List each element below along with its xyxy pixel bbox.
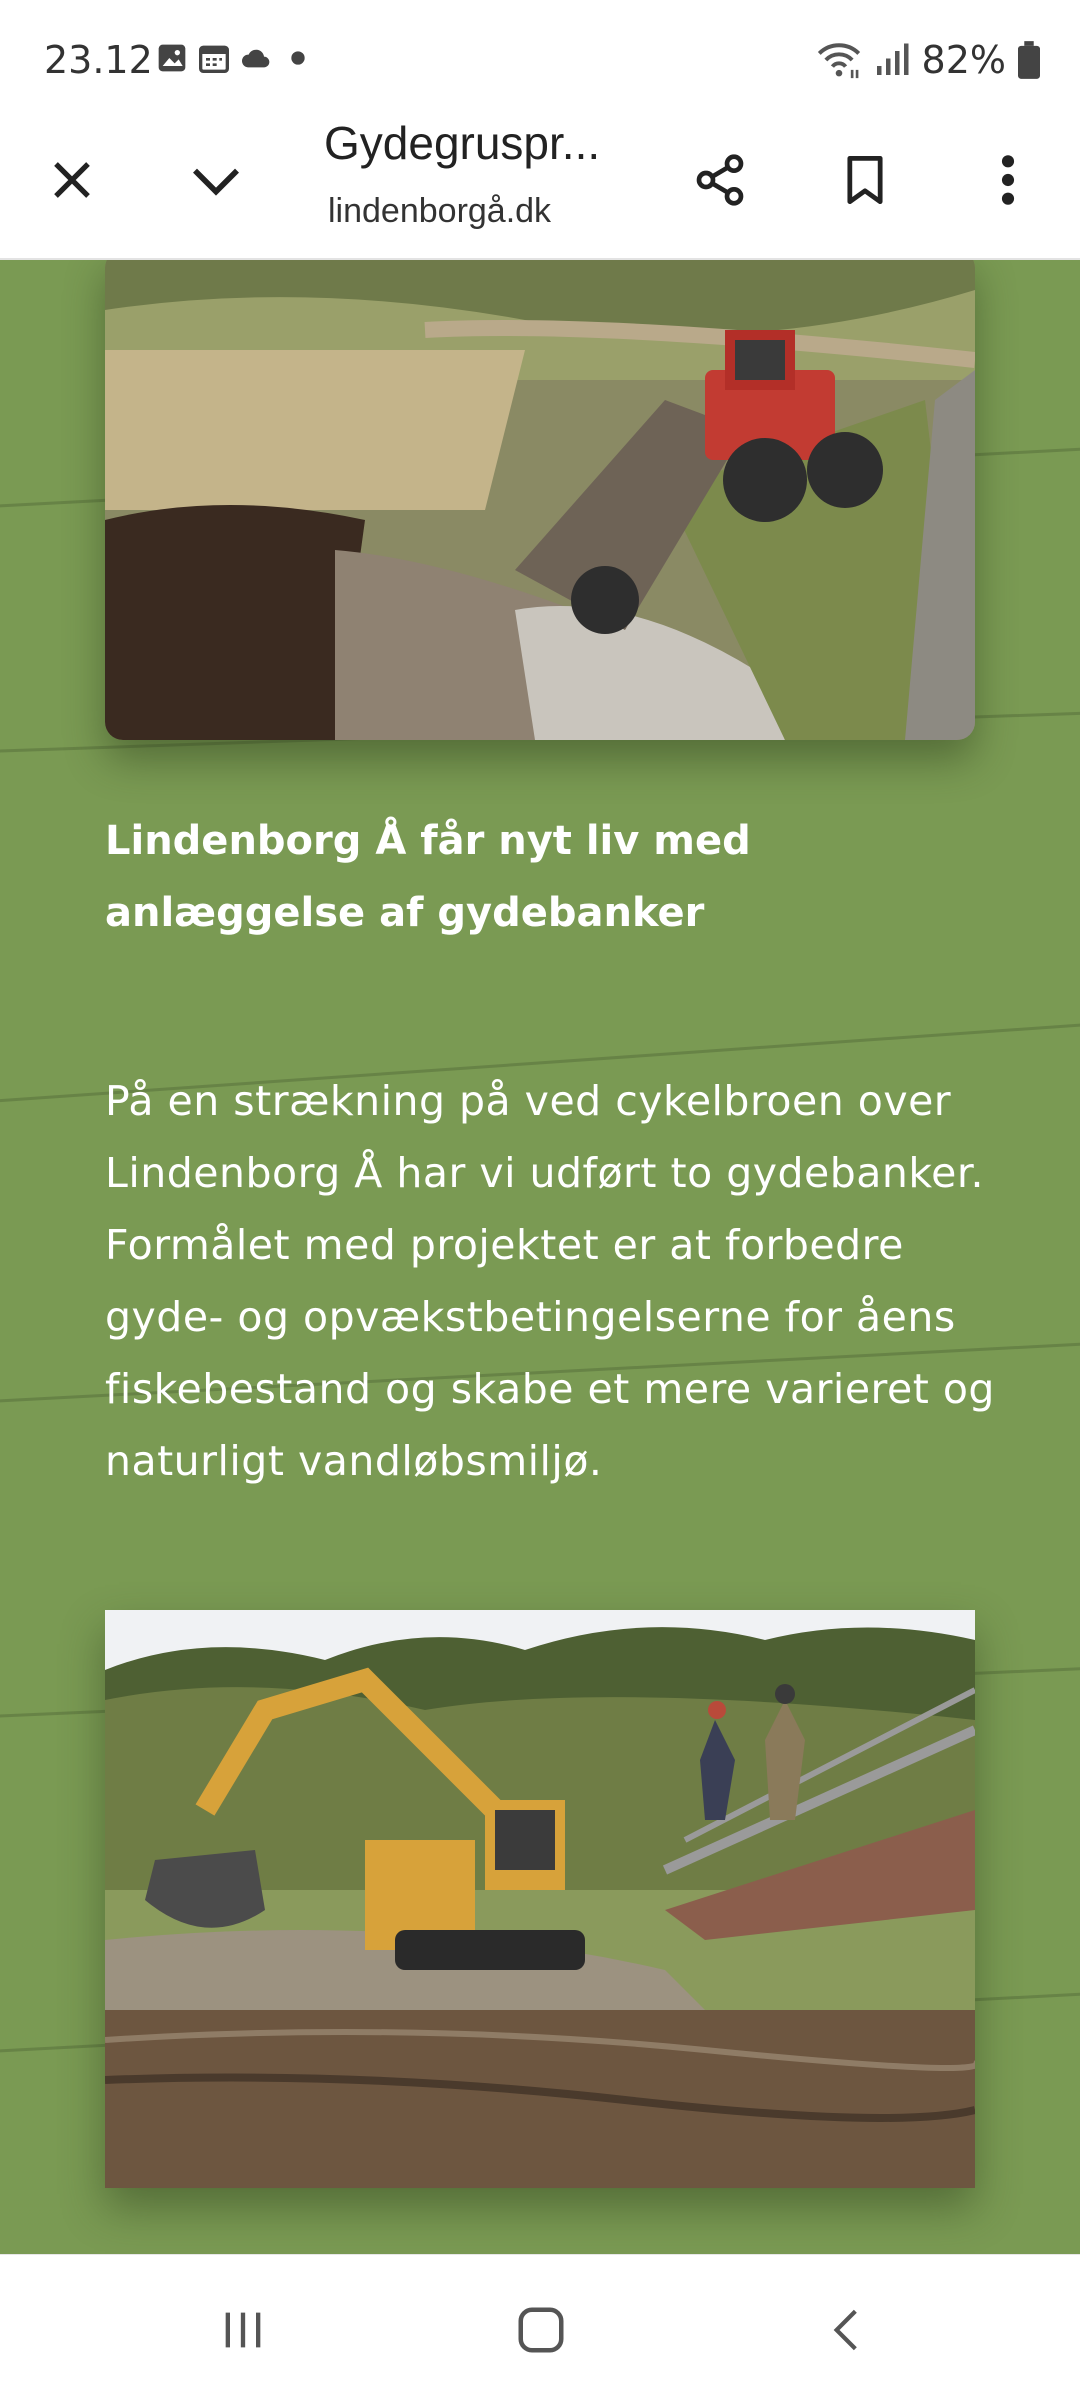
dot-icon (282, 42, 314, 74)
image-icon (156, 42, 188, 74)
back-button[interactable] (792, 2285, 902, 2375)
share-icon (692, 152, 748, 208)
photo-excavator-bridge (105, 1610, 975, 2188)
battery-percent: 82% (921, 38, 1006, 82)
signal-icon (874, 42, 910, 78)
chevron-down-icon (188, 152, 244, 208)
system-navigation-bar (0, 2254, 1080, 2400)
back-icon (822, 2303, 872, 2357)
article-heading: Lindenborg Å får nyt liv med anlæggelse af gydebanker (105, 818, 751, 936)
bookmark-icon (839, 152, 891, 208)
wifi-icon (816, 40, 862, 80)
article-paragraph: På en strækning på ved cykelbroen over Lindenborg Å har vi udført to gydebanker. Formålet med projektet er at forbedre gyde- og opvækstbetingelserne for åens fiskebestand og skabe et mere varieret og naturligt vandløbsmiljø. (105, 1077, 995, 1485)
close-icon (48, 156, 96, 204)
recents-button[interactable] (188, 2285, 298, 2375)
status-time: 23.12 (44, 38, 153, 82)
page-title: Gydegruspr... (324, 117, 601, 169)
page-url[interactable]: lindenborgå.dk (328, 192, 552, 230)
status-right (816, 38, 1040, 82)
more-vert-icon (998, 152, 1018, 208)
battery-icon (1018, 41, 1040, 79)
status-bar (0, 0, 1080, 100)
share-button[interactable] (670, 130, 770, 230)
recents-icon (217, 2304, 269, 2356)
status-notification-icons (156, 42, 314, 74)
minimize-button[interactable] (166, 130, 266, 230)
home-icon (514, 2303, 568, 2357)
custom-tab-toolbar (0, 100, 1080, 260)
photo-tractor-gravel (105, 260, 975, 740)
bookmark-button[interactable] (815, 130, 915, 230)
calendar-icon (198, 42, 230, 74)
home-button[interactable] (486, 2285, 596, 2375)
close-button[interactable] (22, 130, 122, 230)
web-content[interactable] (0, 260, 1080, 2255)
cloud-icon (240, 42, 272, 74)
more-options-button[interactable] (958, 130, 1058, 230)
